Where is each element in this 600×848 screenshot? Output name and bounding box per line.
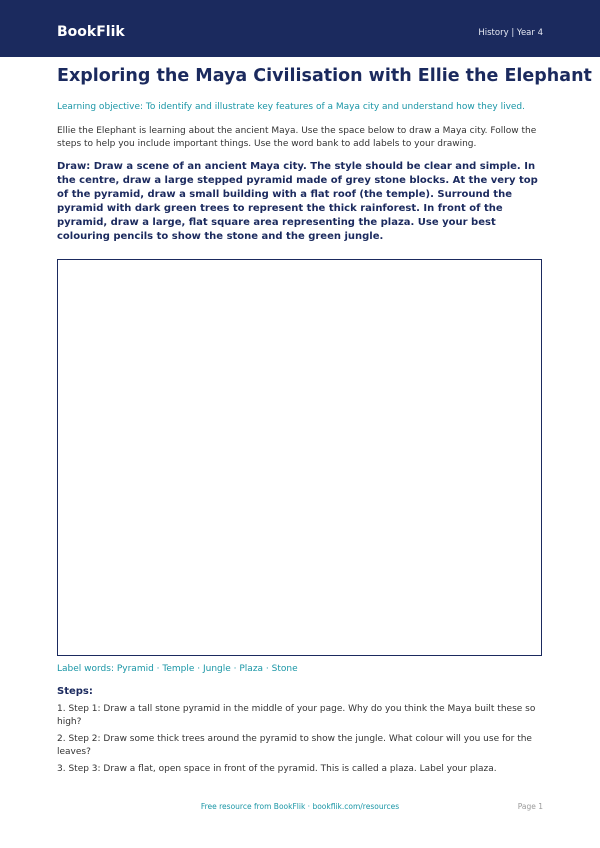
drawing-area[interactable]	[57, 259, 542, 656]
worksheet-title: Exploring the Maya Civilisation with Ellie the Elephant	[57, 66, 592, 86]
learning-objective: Learning objective: To identify and illustrate key features of a Maya city and understand how they lived.	[57, 102, 526, 112]
label-word-bank: Label words: Pyramid · Temple · Jungle · Plaza · Stone	[57, 664, 298, 674]
steps-heading: Steps:	[57, 686, 93, 697]
brand-logo-text[interactable]: BookFlik	[57, 24, 125, 40]
step-item: 2. Step 2: Draw some thick trees around the pyramid to show the jungle. What colour will you use for the leaves?	[57, 734, 532, 757]
subject-year-label: History | Year 4	[478, 28, 543, 38]
draw-instructions: Draw: Draw a scene of an ancient Maya city. The style should be clear and simple. In the centre, draw a large stepped pyramid made of grey stone blocks. At the very top of the pyramid, draw a small building with a flat roof (the temple). Surround the pyramid with dark green trees to represent the thick rainforest. In front of the pyramid, draw a large, flat square area representing the plaza. Use your best colouring pencils to show the stone and the green jungle.	[57, 161, 538, 242]
page-number: Page 1	[517, 802, 543, 811]
footer-resource-link[interactable]: Free resource from BookFlik · bookflik.com/resources	[200, 802, 400, 811]
step-item: 3. Step 3: Draw a flat, open space in front of the pyramid. This is called a plaza. Label your plaza.	[57, 764, 497, 774]
step-item: 1. Step 1: Draw a tall stone pyramid in the middle of your page. Why do you think the Maya built these so high?	[57, 704, 536, 727]
header-bar	[0, 0, 600, 57]
intro-paragraph: Ellie the Elephant is learning about the ancient Maya. Use the space below to draw a Maya city. Follow the steps to help you include important things. Use the word bank to add labels to your drawing.	[57, 126, 537, 149]
steps-list	[57, 703, 547, 780]
